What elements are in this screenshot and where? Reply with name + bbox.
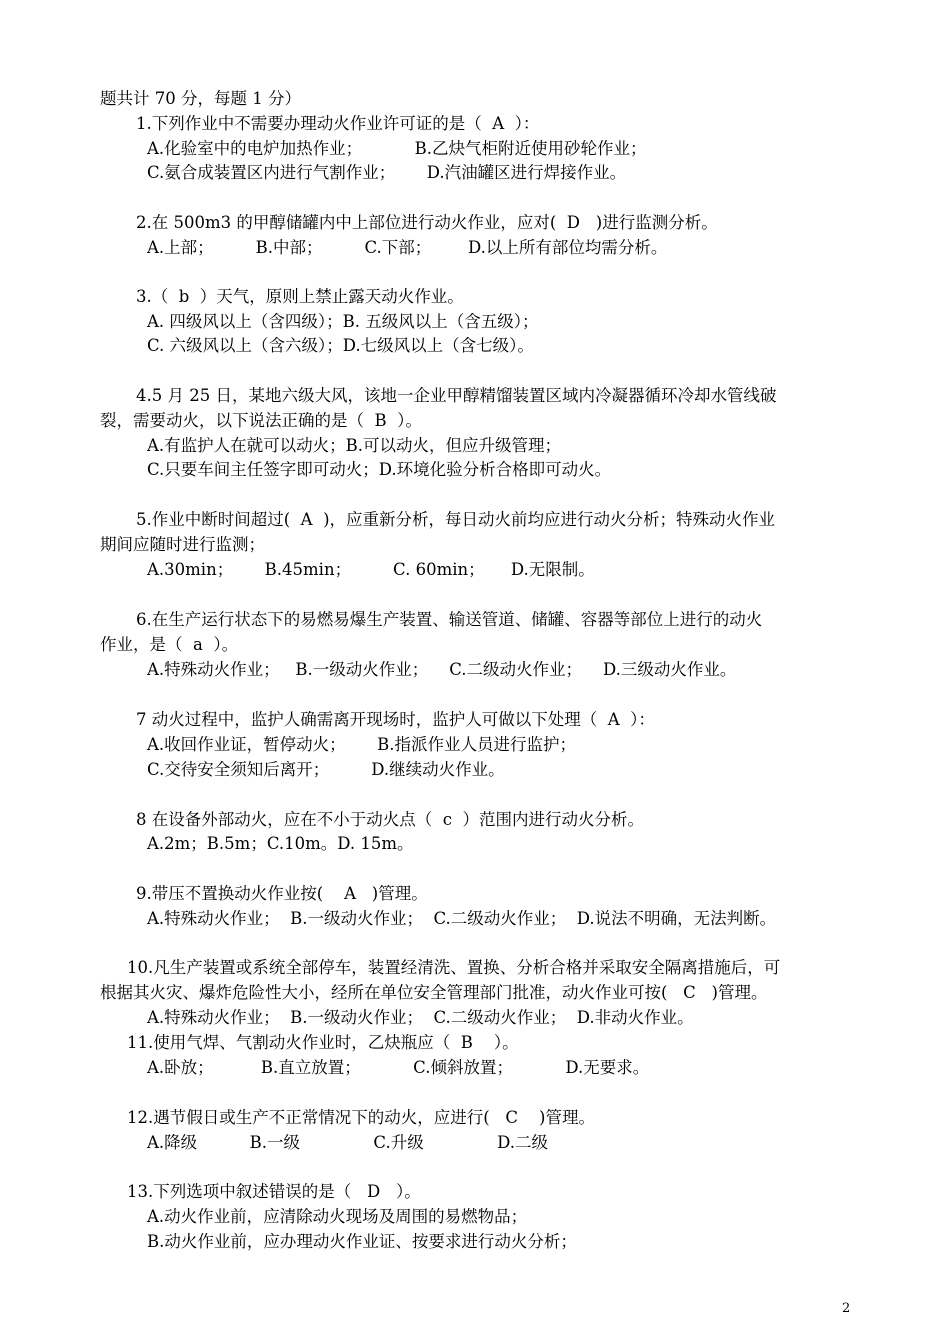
header-text: 题共计 70 分，每题 1 分） [100, 89, 301, 108]
question-options: A.特殊动火作业； B.一级动火作业； C.二级动火作业； D.非动火作业。 [147, 1008, 694, 1027]
question-options: A. 四级风以上（含四级）；B. 五级风以上（含五级）； [147, 312, 539, 331]
question-options: B.动火作业前，应办理动火作业证、按要求进行动火分析； [147, 1232, 577, 1251]
question-options: A.特殊动火作业； B.一级动火作业； C.二级动火作业； D.说法不明确，无法判断。 [147, 909, 777, 928]
question-options: A.2m；B.5m；C.10m。D. 15m。 [147, 834, 414, 853]
question-stem: 7 动火过程中，监护人确需离开现场时，监护人可做以下处理（ A ）： [136, 710, 655, 729]
page-number: 2 [842, 1301, 851, 1316]
question-options: A.有监护人在就可以动火；B.可以动火，但应升级管理； [147, 436, 562, 455]
question-stem: 13.下列选项中叙述错误的是（ D ）。 [127, 1182, 421, 1201]
question-stem: 5.作业中断时间超过( A )，应重新分析，每日动火前均应进行动火分析；特殊动火作业 [136, 510, 776, 529]
question-stem: 10.凡生产装置或系统全部停车，装置经清洗、置换、分析合格并采取安全隔离措施后，可 [127, 958, 781, 977]
question-stem: 1.下列作业中不需要办理动火作业许可证的是（ A ）： [136, 114, 540, 133]
question-stem: 6.在生产运行状态下的易燃易爆生产装置、输送管道、储罐、容器等部位上进行的动火 [136, 610, 763, 629]
question-stem: 期间应随时进行监测； [100, 535, 265, 554]
question-options: A.降级 B.一级 C.升级 D.二级 [147, 1133, 549, 1152]
question-stem: 作业，是（ a ）。 [100, 635, 239, 654]
question-options: A.上部； B.中部； C.下部； D.以上所有部位均需分析。 [147, 238, 668, 257]
question-options: C. 六级风以上（含六级）；D.七级风以上（含七级）。 [147, 336, 534, 355]
question-stem: 8 在设备外部动火，应在不小于动火点（ c ）范围内进行动火分析。 [136, 810, 644, 829]
question-options: A.动火作业前，应清除动火现场及周围的易燃物品； [147, 1207, 528, 1226]
question-stem: 9.带压不置换动火作业按( A )管理。 [136, 884, 428, 903]
question-stem: 裂，需要动火，以下说法正确的是（ B ）。 [100, 411, 422, 430]
question-options: A.特殊动火作业； B.一级动火作业； C.二级动火作业； D.三级动火作业。 [147, 660, 737, 679]
question-options: C.氨合成装置区内进行气割作业； D.汽油罐区进行焊接作业。 [147, 163, 627, 182]
question-stem: 4.5 月 25 日，某地六级大风，该地一企业甲醇精馏装置区域内冷凝器循环冷却水管线破 [136, 386, 777, 405]
question-stem: 3.（ b ）天气，原则上禁止露天动火作业。 [136, 287, 464, 306]
question-options: A.卧放； B.直立放置； C.倾斜放置； D.无要求。 [147, 1058, 650, 1077]
question-stem: 11.使用气焊、气割动火作业时，乙炔瓶应（ B ）。 [127, 1033, 519, 1052]
question-options: C.交待安全须知后离开； D.继续动火作业。 [147, 760, 505, 779]
question-options: A.收回作业证，暂停动火； B.指派作业人员进行监护； [147, 735, 576, 754]
question-options: A.化验室中的电炉加热作业； B.乙炔气柜附近使用砂轮作业； [147, 139, 647, 158]
question-options: C.只要车间主任签字即可动火；D.环境化验分析合格即可动火。 [147, 460, 612, 479]
question-stem: 根据其火灾、爆炸危险性大小，经所在单位安全管理部门批准，动火作业可按( C )管理。 [100, 983, 768, 1002]
question-options: A.30min； B.45min； C. 60min； D.无限制。 [147, 560, 595, 579]
question-stem: 12.遇节假日或生产不正常情况下的动火，应进行( C )管理。 [127, 1108, 595, 1127]
question-stem: 2.在 500m3 的甲醇储罐内中上部位进行动火作业，应对( D )进行监测分析。 [136, 213, 718, 232]
